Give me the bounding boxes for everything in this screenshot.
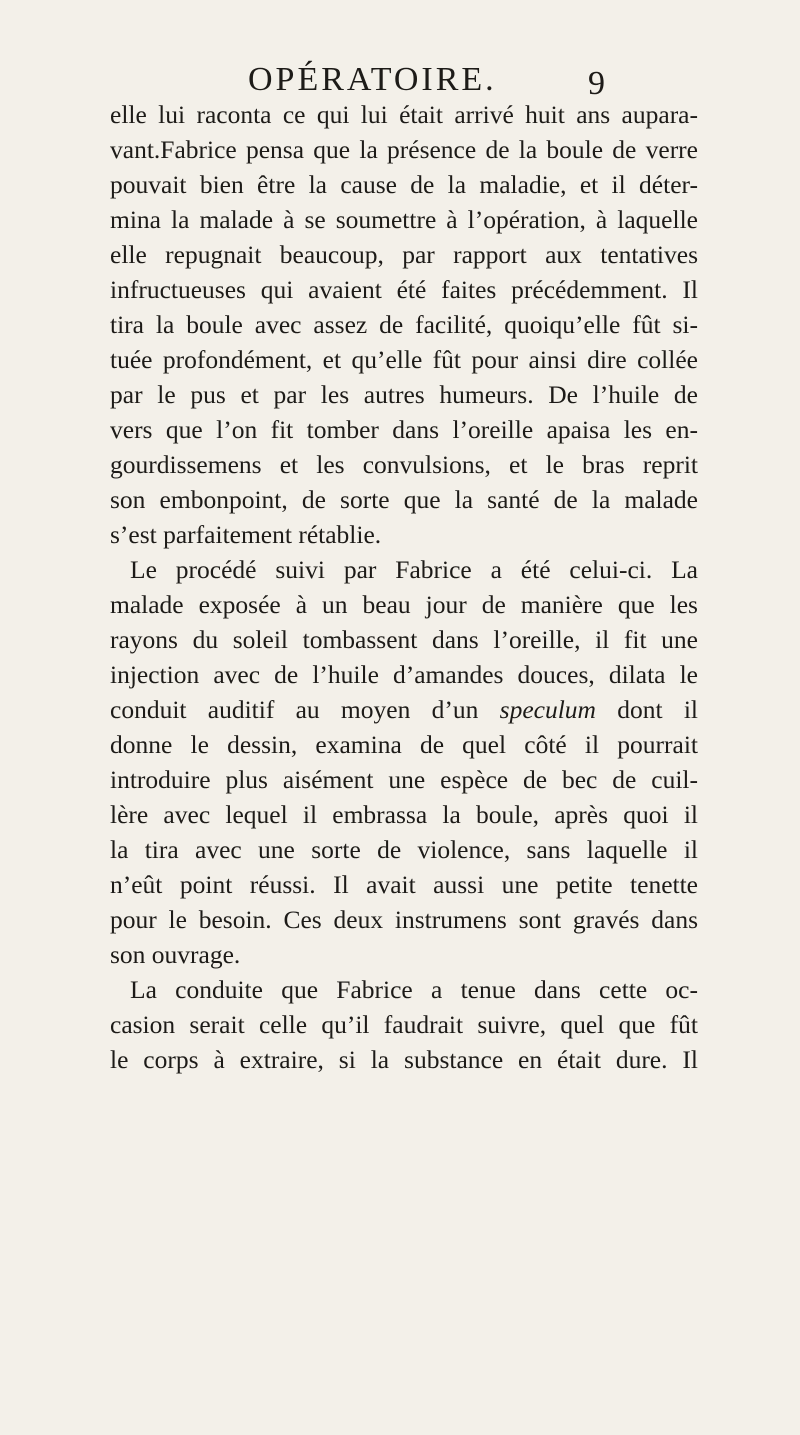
text-line: malade exposée à un beau jour de manière que les [110, 590, 698, 619]
text-line: injection avec de l’huile d’amandes douces, dilata le [110, 660, 698, 689]
text-line: tira la boule avec assez de facilité, quoiqu’elle fût si- [110, 310, 698, 339]
text-segment: conduit auditif au moyen d’un [110, 695, 479, 724]
text-line: son ouvrage. [110, 940, 241, 969]
running-title: OPÉRATOIRE. [248, 61, 497, 98]
text-line: mina la malade à se soumettre à l’opération, à laquelle [110, 205, 698, 234]
text-line: tuée profondément, et qu’elle fût pour ainsi dire collée [110, 345, 698, 374]
text-line: pouvait bien être la cause de la maladie, et il déter- [110, 170, 698, 199]
text-line: vers que l’on fit tomber dans l’oreille apaisa les en- [110, 415, 698, 444]
text-line: rayons du soleil tombassent dans l’oreille, il fit une [110, 625, 698, 654]
text-line: elle lui raconta ce qui lui était arrivé huit ans aupara- [110, 100, 698, 129]
text-line: le corps à extraire, si la substance en était dure. Il [110, 1045, 698, 1074]
text-line: casion serait celle qu’il faudrait suivre, quel que fût [110, 1010, 698, 1039]
text-line: infructueuses qui avaient été faites précédemment. Il [110, 275, 698, 304]
text-line: donne le dessin, examina de quel côté il pourrait [110, 730, 698, 759]
text-line: gourdissemens et les convulsions, et le bras reprit [110, 450, 698, 479]
paragraph-start-line: Le procédé suivi par Fabrice a été celui-ci. La [130, 555, 698, 584]
text-segment: dont il [617, 695, 698, 724]
text-line: par le pus et par les autres humeurs. De l’huile de [110, 380, 698, 409]
text-line: s’est parfaitement rétablie. [110, 520, 382, 549]
text-line: elle repugnait beaucoup, par rapport aux tentatives [110, 240, 698, 269]
text-line: son embonpoint, de sorte que la santé de la malade [110, 485, 698, 514]
text-line: n’eût point réussi. Il avait aussi une petite tenette [110, 870, 698, 899]
text-line: pour le besoin. Ces deux instrumens sont gravés dans [110, 905, 698, 934]
italic-term: speculum [499, 695, 596, 724]
paragraph-start-line: La conduite que Fabrice a tenue dans cette oc- [130, 975, 698, 1004]
text-line-with-italic [110, 693, 698, 727]
page-number: 9 [588, 65, 605, 102]
text-line: lère avec lequel il embrassa la boule, après quoi il [110, 800, 698, 829]
text-line: la tira avec une sorte de violence, sans laquelle il [110, 835, 698, 864]
text-line: vant.Fabrice pensa que la présence de la boule de verre [110, 135, 698, 164]
text-line: introduire plus aisément une espèce de bec de cuil- [110, 765, 698, 794]
